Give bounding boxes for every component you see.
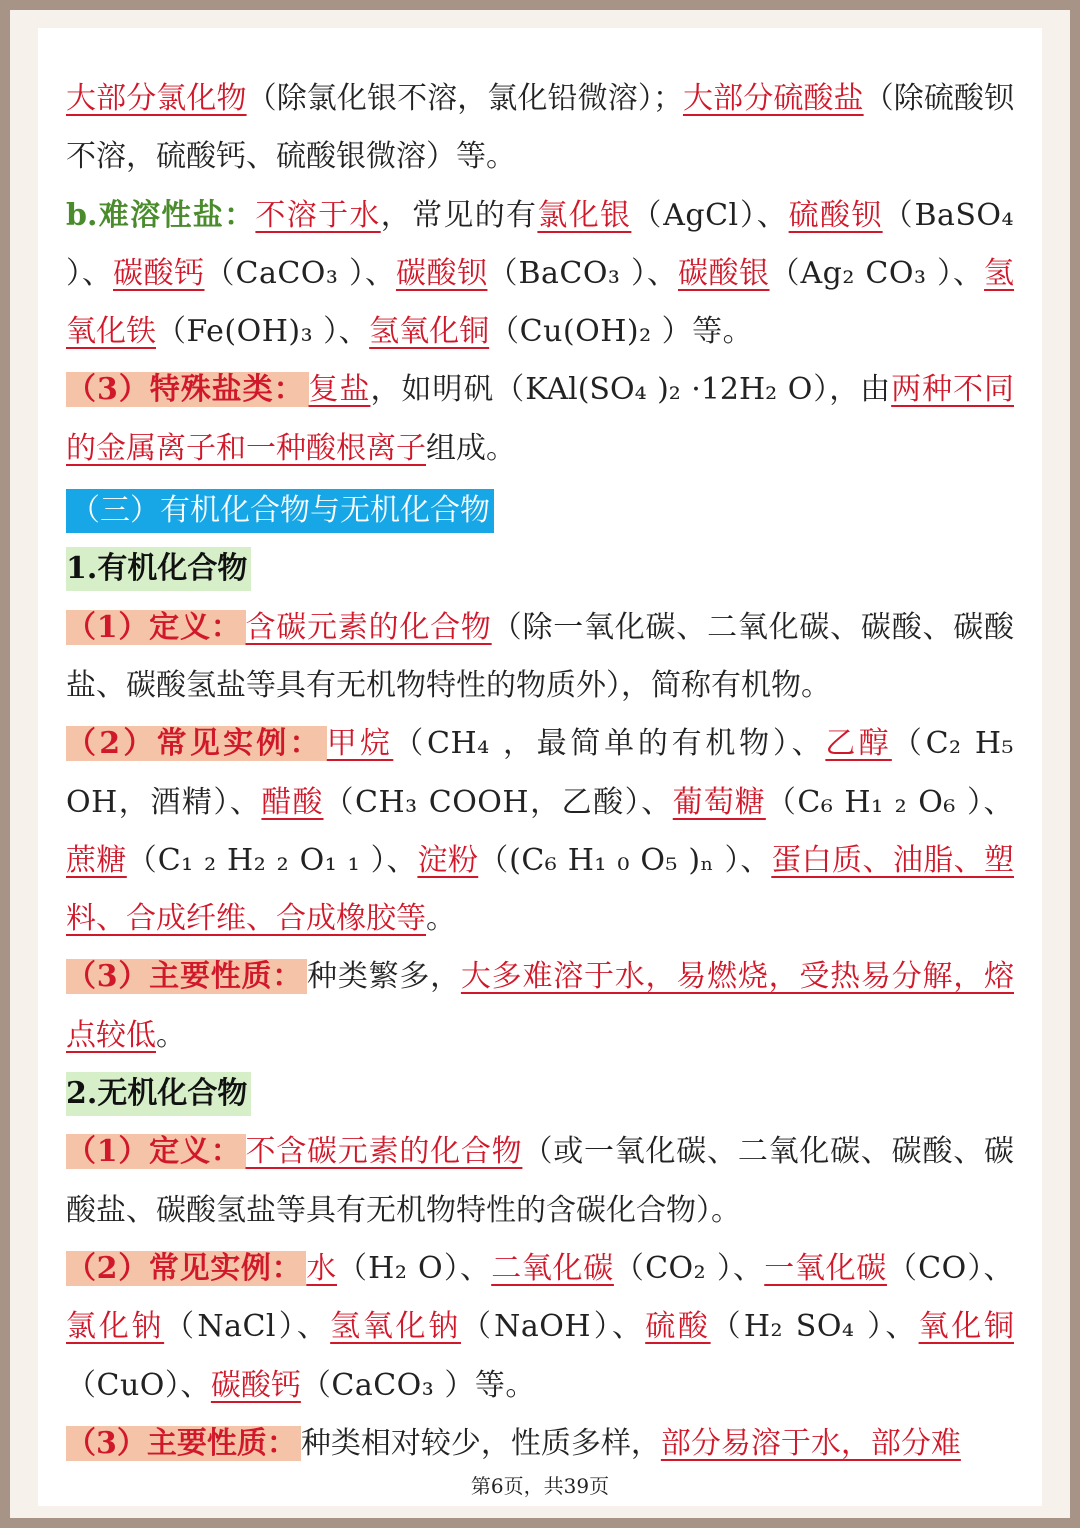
underlined-term: 醋酸 [261, 784, 324, 820]
page-number: 第6页，共39页 [470, 1474, 610, 1498]
underlined-term: 不含碳元素的化合物 [245, 1134, 523, 1170]
formula: （BaSO₄ ）、 [66, 197, 1015, 291]
highlight-label: （1）定义： [66, 1134, 246, 1169]
highlight-label: （3）特殊盐类： [66, 372, 309, 407]
underlined-term: 甲烷 [326, 726, 394, 762]
underlined-term: 部分易溶于水，部分难 [660, 1425, 961, 1461]
formula: （NaOH）、 [460, 1309, 646, 1345]
underlined-term: 含碳元素的化合物 [245, 609, 492, 645]
highlight-label: （2）常见实例： [66, 726, 327, 761]
formula: （CO₂ ）、 [613, 1250, 765, 1286]
underlined-term: 两种不同的金属离子和一种酸根离子 [66, 372, 1015, 466]
highlight-label: （1）定义： [66, 610, 246, 645]
underlined-term: 碳酸银 [678, 255, 770, 291]
underlined-term: 淀粉 [417, 842, 479, 878]
underlined-term: 复盐 [308, 372, 371, 408]
underlined-term: 氢氧化钠 [330, 1309, 461, 1345]
text: 。 [156, 1017, 186, 1053]
text: ，如明矾（KAl(SO₄ )₂ ·12H₂ O），由 [370, 372, 892, 408]
formula: （C₁ ₂ H₂ ₂ O₁ ₁ ）、 [126, 842, 418, 878]
paragraph-organic-examples [66, 715, 1014, 948]
formula: （Fe(OH)₃ ）、 [156, 314, 370, 350]
underlined-term: 蛋白质、油脂、塑料、合成纤维、合成橡胶等 [66, 842, 1015, 937]
paragraph-special-salts [66, 361, 1014, 478]
underlined-term: 大多难溶于水，易燃烧，受热易分解，熔点较低 [66, 959, 1015, 1053]
formula: （(C₆ H₁ ₀ O₅ )ₙ ）、 [478, 842, 772, 878]
text: 种类繁多， [307, 959, 461, 995]
text: 组成。 [426, 430, 516, 466]
underlined-term: 大部分硫酸盐 [682, 81, 864, 116]
formula: （C₆ H₁ ₂ O₆ ）、 [765, 784, 1014, 820]
highlight-label: （2）常见实例： [66, 1251, 306, 1286]
underlined-term: 不溶于水 [255, 197, 381, 233]
underlined-term: 氢氧化铁 [66, 255, 1015, 350]
document-content [66, 70, 1014, 1473]
subheading-row [66, 540, 1014, 598]
highlight-label: （3）主要性质： [66, 959, 307, 994]
paragraph-soluble-salts [66, 70, 1014, 187]
text: （或一氧化碳、二氧化碳、碳酸、碳酸盐、碳酸氢盐等具有无机物特性的含碳化合物）。 [66, 1134, 1014, 1228]
item-label: b.难溶性盐： [66, 197, 256, 233]
formula: （CH₃ COOH，乙酸）、 [323, 784, 673, 820]
section-heading: （三）有机化合物与无机化合物 [66, 489, 494, 533]
paragraph-inorganic-examples [66, 1240, 1014, 1415]
text: 种类相对较少，性质多样， [300, 1425, 661, 1461]
formula: （H₂ SO₄ ）、 [710, 1309, 919, 1345]
underlined-term: 碳酸钙 [113, 255, 205, 291]
text: （除一氧化碳、二氧化碳、碳酸、碳酸盐、碳酸氢盐等具有无机物特性的物质外），简称有机物。 [66, 609, 1015, 703]
subheading-row [66, 1065, 1014, 1123]
underlined-term: 蔗糖 [66, 842, 127, 878]
underlined-term: 乙醇 [825, 726, 892, 762]
underlined-term: 大部分氯化物 [66, 81, 247, 116]
formula: （CO）、 [886, 1250, 1015, 1286]
underlined-term: 氢氧化铜 [369, 314, 490, 350]
formula: （H₂ O）、 [336, 1250, 492, 1286]
underlined-term: 氯化银 [537, 197, 632, 233]
underlined-term: 硫酸 [645, 1309, 711, 1345]
text: 。 [426, 901, 456, 937]
subheading-organic: 1.有机化合物 [66, 547, 251, 591]
paragraph-inorganic-properties [66, 1415, 1014, 1473]
formula: （C₂ H₅ OH，酒精）、 [66, 726, 1015, 820]
underlined-term: 硫酸钡 [788, 197, 883, 233]
paragraph-organic-properties [66, 948, 1014, 1065]
underlined-term: 二氧化碳 [491, 1250, 614, 1286]
formula: （Ag₂ CO₃ ）、 [769, 255, 985, 291]
text: （除氯化银不溶，氯化铅微溶）； [246, 81, 683, 116]
section-heading-row [66, 482, 1014, 540]
text: ，常见的有 [380, 197, 538, 233]
underlined-term: 碳酸钙 [210, 1367, 301, 1403]
formula: （CH₄ ，最简单的有机物）、 [393, 726, 826, 762]
underlined-term: 氯化钠 [66, 1309, 165, 1345]
underlined-term: 一氧化碳 [764, 1250, 887, 1286]
formula: （AgCl）、 [631, 197, 789, 233]
formula: （Cu(OH)₂ ）等。 [489, 314, 754, 350]
underlined-term: 碳酸钡 [395, 255, 488, 291]
underlined-term: 水 [306, 1250, 337, 1286]
subheading-inorganic: 2.无机化合物 [66, 1072, 251, 1116]
text: （除硫酸钡不溶，硫酸钙、硫酸银微溶）等。 [66, 81, 1015, 175]
paragraph-inorganic-definition [66, 1123, 1014, 1240]
formula: （BaCO₃ ）、 [487, 255, 678, 291]
formula: （CuO）、 [66, 1367, 211, 1403]
paragraph-insoluble-salts [66, 187, 1014, 362]
formula: （CaCO₃ ）、 [204, 255, 396, 291]
formula: （NaCl）、 [164, 1309, 331, 1345]
formula: （CaCO₃ ）等。 [300, 1367, 536, 1403]
underlined-term: 氧化铜 [918, 1309, 1015, 1345]
highlight-label: （3）主要性质： [66, 1426, 301, 1461]
paragraph-organic-definition [66, 599, 1014, 716]
underlined-term: 葡萄糖 [672, 784, 766, 820]
